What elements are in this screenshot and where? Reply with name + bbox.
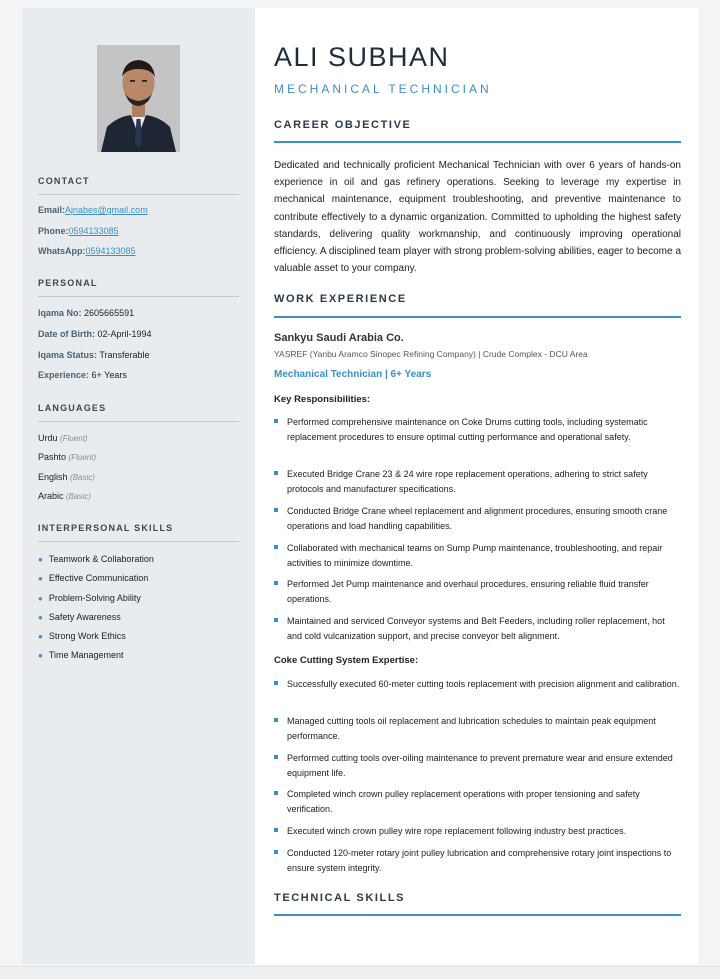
expertise-item	[274, 787, 681, 816]
profile-photo	[97, 45, 180, 152]
key-responsibilities-heading: Key Responsibilities:	[274, 394, 371, 405]
responsibility-text: Conducted Bridge Crane wheel replacement and alignment procedures, ensuring smooth crane operations and load handling capabilities.	[287, 506, 668, 531]
personal-section	[38, 278, 239, 380]
whatsapp-line	[38, 246, 136, 256]
skill-item	[38, 612, 121, 622]
phone-link[interactable]: 0594133085	[68, 226, 119, 236]
email-line	[38, 205, 148, 215]
skill-label: Strong Work Ethics	[48, 631, 126, 641]
expertise-text: Conducted 120-meter rotary joint pulley lubrication and comprehensive rotary joint inspections to ensure system integrity.	[287, 848, 672, 873]
personal-value: 2605665591	[84, 308, 135, 318]
personal-item	[38, 308, 134, 318]
personal-item	[38, 350, 150, 360]
personal-divider	[38, 296, 239, 297]
candidate-name: ALI SUBHAN	[274, 42, 450, 72]
personal-label: Experience:	[38, 370, 90, 380]
skill-label: Problem-Solving Ability	[48, 593, 141, 603]
language-name: Urdu	[38, 433, 58, 443]
bullet-square-icon	[274, 419, 278, 423]
languages-heading: LANGUAGES	[38, 403, 107, 413]
personal-label: Iqama No:	[38, 308, 82, 318]
expertise-text: Executed winch crown pulley wire rope replacement following industry best practices.	[287, 826, 627, 836]
next-page-edge	[0, 966, 720, 979]
bullet-square-icon	[274, 791, 278, 795]
phone-label: Phone:	[38, 226, 69, 236]
expertise-item	[274, 824, 681, 839]
personal-value: 02-April-1994	[97, 329, 152, 339]
bullet-square-icon	[274, 681, 278, 685]
language-item	[38, 472, 95, 482]
contact-heading: CONTACT	[38, 176, 90, 186]
skill-item	[38, 631, 126, 641]
expertise-text: Performed cutting tools over-oiling maintenance to prevent premature wear and ensure extended equipment life.	[287, 753, 673, 778]
responsibility-item	[274, 577, 681, 606]
company-location: YASREF (Yanbu Aramco Sinopec Refining Company) | Crude Complex - DCU Area	[274, 349, 588, 359]
whatsapp-link[interactable]: 0594133085	[85, 246, 136, 256]
skill-label: Teamwork & Collaboration	[48, 554, 154, 564]
technical-skills-heading: TECHNICAL SKILLS	[274, 892, 406, 904]
experience-divider	[274, 316, 681, 318]
bullet-square-icon	[274, 508, 278, 512]
languages-divider	[38, 421, 239, 422]
expertise-item	[274, 677, 681, 692]
skills-heading: INTERPERSONAL SKILLS	[38, 523, 174, 533]
expertise-text: Managed cutting tools oil replacement and lubrication schedules to maintain peak equipment performance.	[287, 716, 656, 741]
skill-item	[38, 573, 148, 583]
responsibility-item	[274, 504, 681, 533]
whatsapp-label: WhatsApp:	[38, 246, 86, 256]
contact-section	[38, 176, 239, 256]
bullet-square-icon	[274, 755, 278, 759]
objective-heading: CAREER OBJECTIVE	[274, 119, 412, 131]
bullet-dot-icon: ●	[38, 651, 43, 660]
language-level: (Fluent)	[60, 434, 88, 443]
personal-item	[38, 329, 152, 339]
language-item	[38, 491, 91, 501]
expertise-item	[274, 714, 681, 743]
language-name: English	[38, 472, 68, 482]
objective-text: Dedicated and technically proficient Mechanical Technician with over 6 years of hands-on experience in oil and gas refinery operations. Seeking to leverage my expertise in mechanical maintenance, equipment troubleshooting, and preventive maintenance to contribute effectively to a dynamic organization. Committed to upholding the highest safety standards, delivering quality workmanship, and continuously improving operational efficiency. A disciplined team player with strong problem-solving abilities, eager to become a valuable asset to your company.	[274, 160, 681, 275]
skill-item	[38, 554, 154, 564]
skill-label: Safety Awareness	[48, 612, 121, 622]
responsibility-text: Performed Jet Pump maintenance and overhaul procedures, ensuring reliable fluid transfer operations.	[287, 579, 649, 604]
skill-item	[38, 593, 141, 603]
bullet-square-icon	[274, 850, 278, 854]
responsibility-item	[274, 541, 681, 570]
job-title: MECHANICAL TECHNICIAN	[274, 82, 492, 96]
experience-heading: WORK EXPERIENCE	[274, 293, 407, 305]
bullet-square-icon	[274, 828, 278, 832]
personal-label: Date of Birth:	[38, 329, 95, 339]
responsibility-text: Performed comprehensive maintenance on Coke Drums cutting tools, including systematic replacement procedures to ensure optimal cutting performance and operational safety.	[287, 417, 648, 442]
language-level: (Fluent)	[68, 453, 97, 462]
email-link[interactable]: Ajnabes@gmail.com	[65, 205, 148, 215]
company-name: Sankyu Saudi Arabia Co.	[274, 332, 404, 344]
expertise-text: Completed winch crown pulley replacement operations with proper tensioning and safety verification.	[287, 789, 640, 814]
language-item	[38, 452, 96, 462]
personal-item	[38, 370, 127, 380]
language-item	[38, 433, 88, 443]
email-label: Email:	[38, 205, 66, 215]
skills-divider	[38, 541, 239, 542]
expertise-text: Successfully executed 60-meter cutting tools replacement with precision alignment and calibration.	[287, 679, 680, 689]
personal-heading: PERSONAL	[38, 278, 98, 288]
technical-skills-divider	[274, 914, 681, 916]
language-name: Pashto	[38, 452, 67, 462]
bullet-square-icon	[274, 545, 278, 549]
objective-divider	[274, 141, 681, 143]
bullet-dot-icon: ●	[38, 613, 43, 622]
resume-page	[22, 8, 698, 964]
responsibility-item	[274, 614, 681, 643]
bullet-square-icon	[274, 581, 278, 585]
bullet-square-icon	[274, 618, 278, 622]
responsibility-item	[274, 415, 681, 444]
language-level: (Basic)	[70, 473, 95, 482]
language-level: (Basic)	[66, 492, 91, 501]
bullet-dot-icon: ●	[38, 555, 43, 564]
bullet-square-icon	[274, 471, 278, 475]
expertise-item	[274, 846, 681, 875]
skill-label: Time Management	[48, 650, 124, 660]
bullet-dot-icon: ●	[38, 632, 43, 641]
bullet-square-icon	[274, 718, 278, 722]
bullet-dot-icon: ●	[38, 594, 43, 603]
responsibility-item	[274, 467, 681, 496]
languages-section	[38, 403, 239, 501]
sidebar	[22, 8, 255, 964]
expertise-item	[274, 751, 681, 780]
bullet-dot-icon: ●	[38, 574, 43, 583]
language-name: Arabic	[38, 491, 64, 501]
personal-value: Transferable	[99, 350, 150, 360]
responsibility-text: Collaborated with mechanical teams on Sump Pump maintenance, troubleshooting, and repair activities to minimize downtime.	[287, 543, 663, 568]
responsibility-text: Maintained and serviced Conveyor systems and Belt Feeders, including roller replacement, hot and cold vulcanization support, and precise conveyor belt alignment.	[287, 616, 665, 641]
personal-value: 6+ Years	[91, 370, 127, 380]
interpersonal-skills-section	[38, 523, 239, 660]
role-title: Mechanical Technician | 6+ Years	[274, 369, 432, 380]
coke-cutting-heading: Coke Cutting System Expertise:	[274, 655, 419, 666]
skill-label: Effective Communication	[48, 573, 149, 583]
personal-label: Iqama Status:	[38, 350, 98, 360]
responsibility-text: Executed Bridge Crane 23 & 24 wire rope replacement operations, adhering to strict safety protocols and manufacturer specifications.	[287, 469, 648, 494]
contact-divider	[38, 194, 239, 195]
phone-line	[38, 226, 119, 236]
skill-item	[38, 650, 124, 660]
